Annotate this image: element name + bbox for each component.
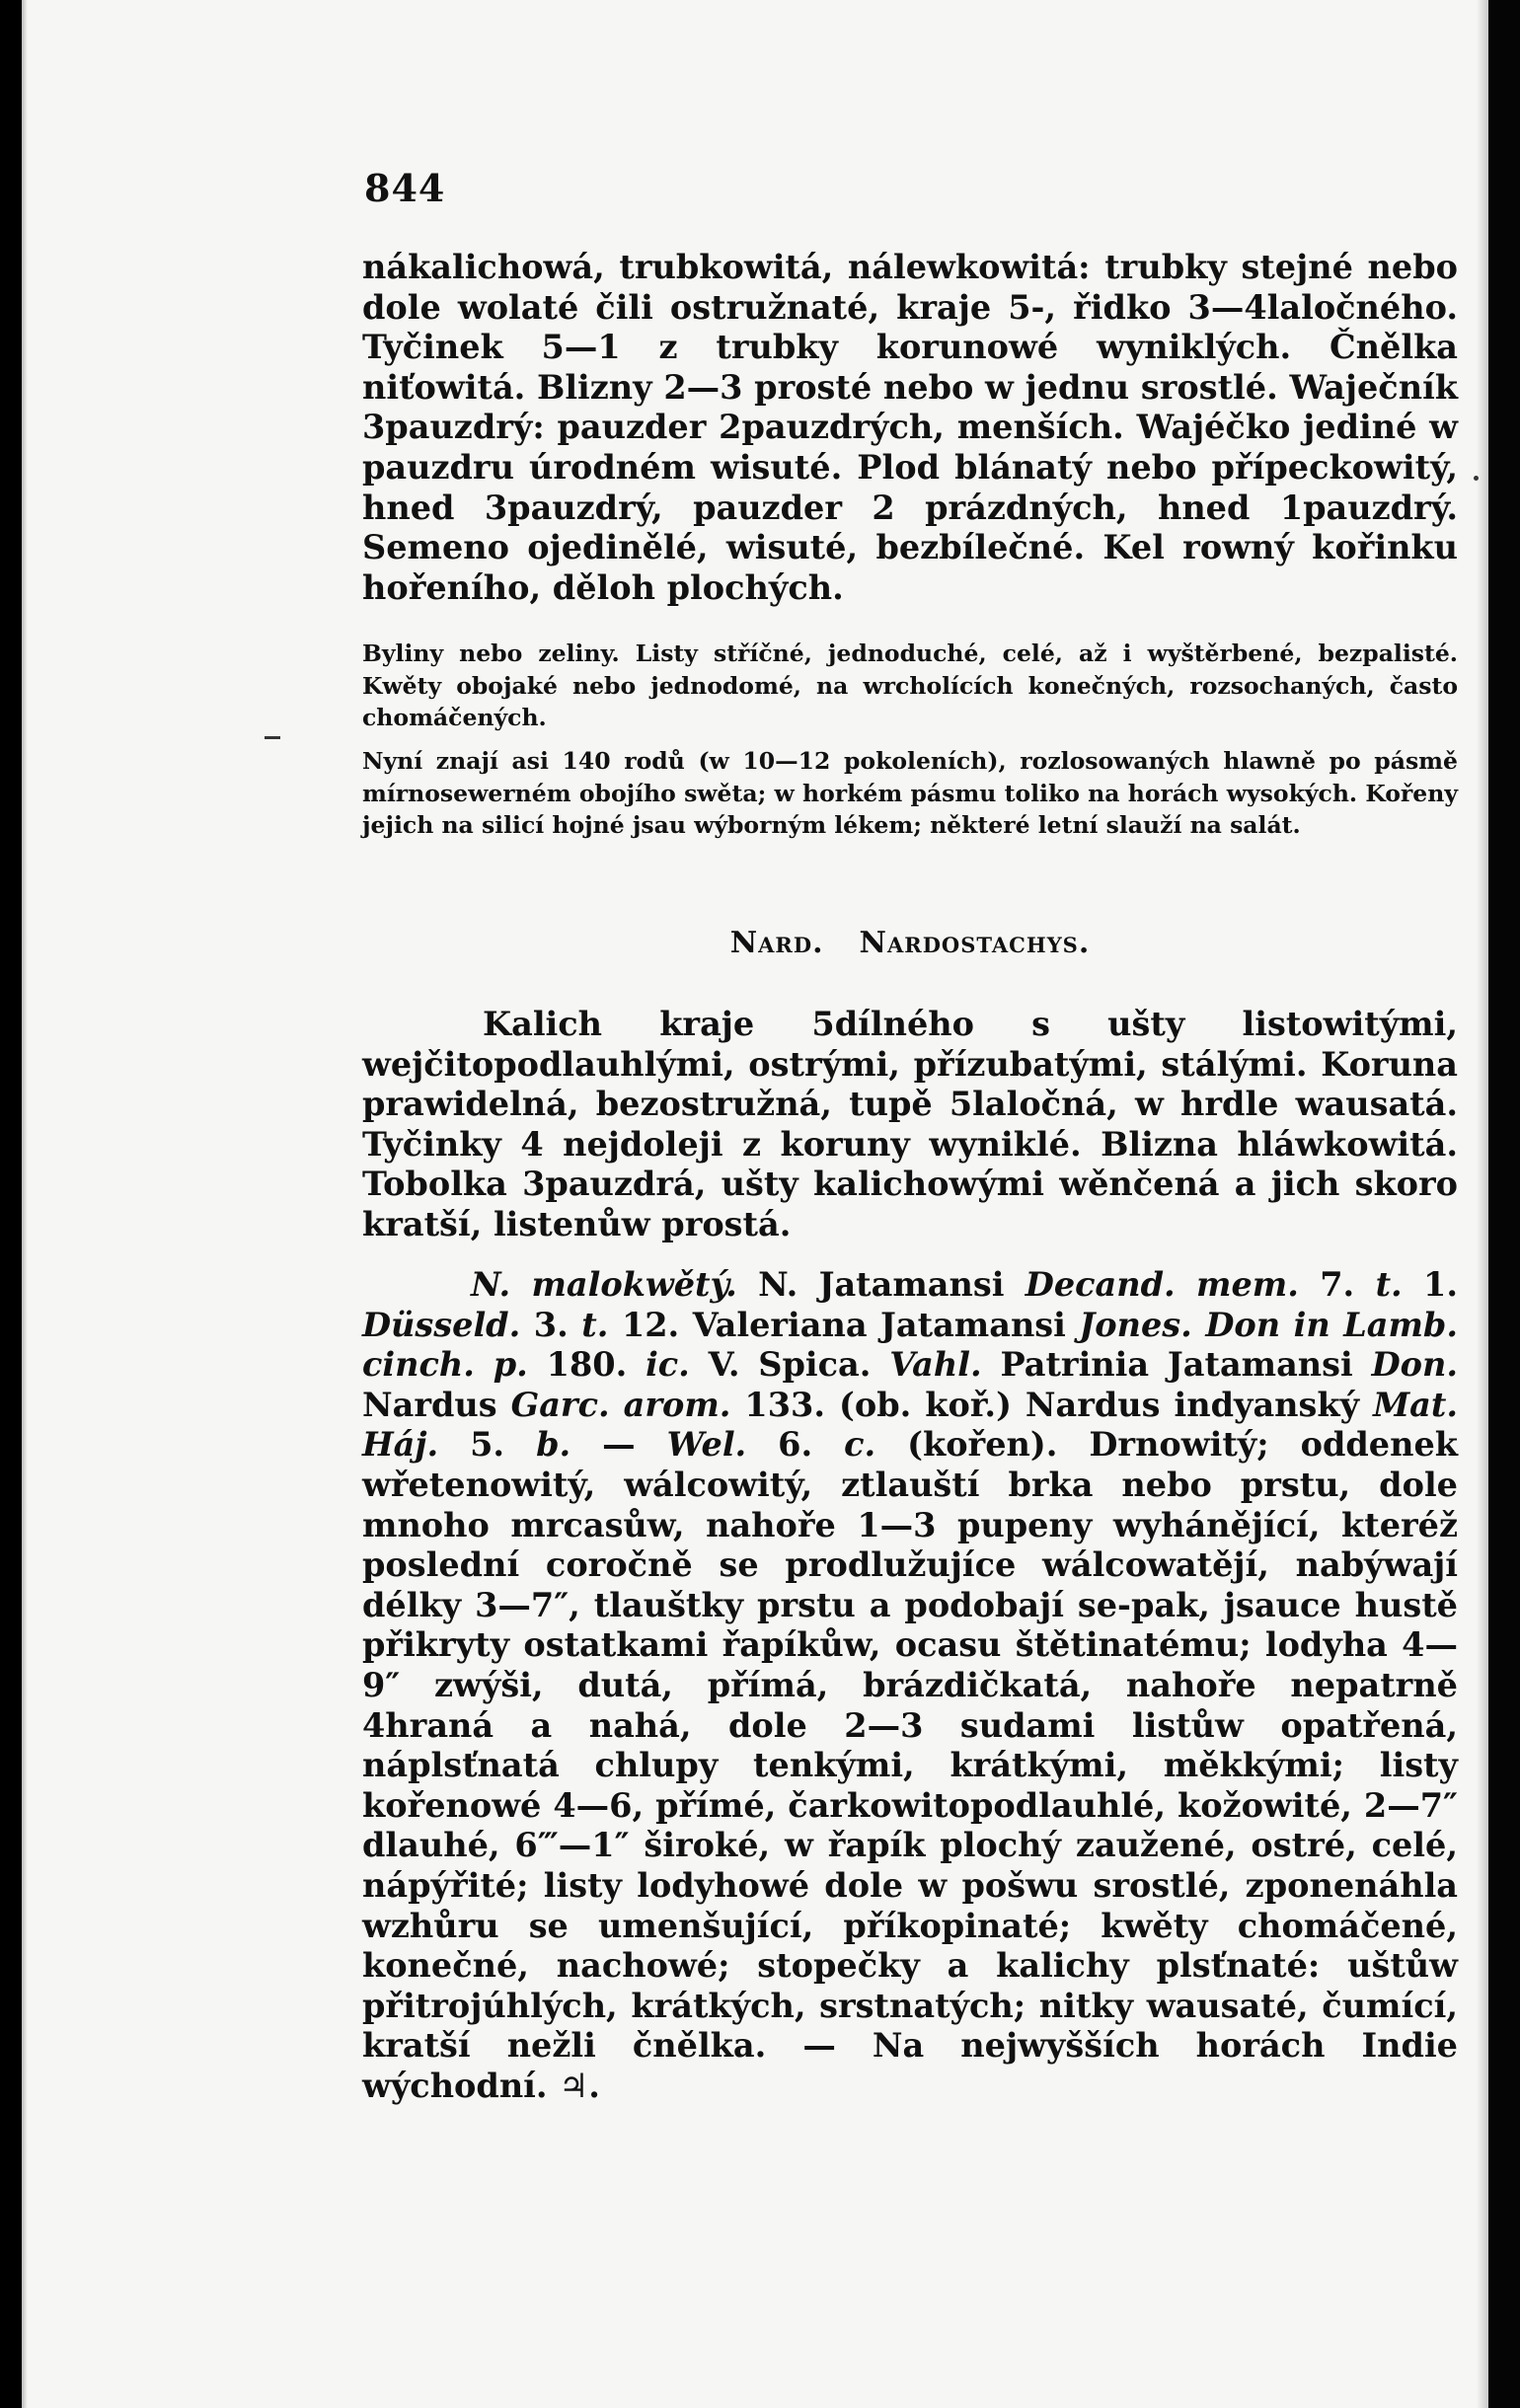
species-text: Nardus bbox=[362, 1385, 511, 1424]
genus-description: Kalich kraje 5dílného s ušty listowitými, wejčitopodlauhlými, ostrými, přízubatými, stálými. Koruna prawidelná, bezostružná, tupě 5laločná, w hrdle wausatá. Tyčinky 4 nejdoleji z koruny wyniklé. Blizna hláwkowitá. Tobolka 3pauzdrá, ušty kalichowými wěnčená a jich skoro kratší, listenůw prostá. bbox=[362, 1005, 1458, 1243]
species-text: V. Spica. bbox=[689, 1345, 890, 1385]
species-text: 6. bbox=[746, 1425, 845, 1465]
intro-paragraph: nákalichowá, trubkowitá, nálewkowitá: trubky stejné nebo dole wolaté čili ostružnaté, kraje 5-, řidko 3—4laločného. Tyčinek 5—1 z trubky korunowé wyniklých. Čnělka niťowitá. Blizny 2—3 prosté nebo w jednu srostlé. Waječník 3pauzdrý: pauzder 2pauzdrých, menších. Wajéčko jediné w pauzdru úrodném wisuté. Plod blánatý nebo přípeckowitý, hned 3pauzdrý, pauzder 2 prázdných, hned 1pauzdrý. Semeno ojedinělé, wisuté, bezbílečné. Kel rowný kořinku hořeního, děloh plochých. bbox=[362, 248, 1458, 607]
citation: ic. bbox=[646, 1345, 690, 1385]
species-text: 5. bbox=[438, 1425, 537, 1465]
citation: Jones. Don in Lamb. cinch. p. bbox=[362, 1305, 1458, 1385]
habit-note: Byliny nebo zeliny. Listy stříčné, jednoduché, celé, až i wyštěrbené, bezpalisté. Kwěty obojaké nebo jednodomé, na wrcholících konečných, rozsochaných, často chomáčených. bbox=[362, 640, 1458, 731]
scan-border bbox=[1488, 0, 1520, 2408]
genus-heading bbox=[362, 926, 1458, 960]
page-number: 844 bbox=[364, 166, 446, 210]
paper-right-edge bbox=[1477, 0, 1488, 2408]
citation: Düsseld. bbox=[362, 1305, 521, 1344]
citation: Decand. mem. bbox=[1025, 1265, 1299, 1304]
citation: Mat. Háj. bbox=[362, 1385, 1459, 1465]
margin-dot bbox=[1474, 476, 1479, 481]
species-text: (kořen). Drnowitý; oddenek wřetenowitý, wálcowitý, ztlauští brka nebo prstu, dole mnoho mrcasůw, nahoře 1—3 pupeny wyháněјící, kteréž poslední coročně se prodlužujíce wálcowatějí, nabýwají délky 3—7″, tlauštky prstu a podobají se-pak, jsauce hustě přikryty ostatkami řapíkůw, ocasu štětinatému; lodyha 4—9″ zwýši, dutá, přímá, brázdičkatá, nahoře nepatrně 4hraná a nahá, dole 2—3 sudami listůw opatřená, náplsťnatá chlupy tenkými, krátkými, měkkými; listy kořenowé 4—6, přímé, čarkowitopodlauhlé, kožowité, 2—7″ dlauhé, 6‴—1″ široké, w řapík plochý zaužené, ostré, celé, nápýřité; listy lodyhowé dole w pošwu srostlé, zponenáhla wzhůru se umenšující, příkopinaté; kwěty chomáčené, konečné, nachowé; stopečky a kalichy plsťnaté: uštůw přitrojúhlých, krátkých, srstnatých; nitky wausaté, čumící, kratší nežli čnělka. — Na nejwyšších horách Indie wýchodní. ♃. bbox=[362, 1425, 1458, 2105]
citation: t. bbox=[1375, 1265, 1403, 1304]
margin-mark bbox=[265, 736, 280, 739]
species-text: 133. (ob. koř.) Nardus indyanský bbox=[730, 1385, 1374, 1424]
citation: Vahl. bbox=[889, 1345, 982, 1385]
citation: t. bbox=[581, 1305, 609, 1344]
species-text: 1. bbox=[1402, 1265, 1459, 1304]
paper-left-edge bbox=[22, 0, 28, 2408]
species-text: Patrinia Jatamansi bbox=[981, 1345, 1372, 1385]
species-text: N. Jatamansi bbox=[736, 1265, 1026, 1304]
species-text: 180. bbox=[527, 1345, 646, 1385]
citation: Garc. arom. bbox=[510, 1385, 731, 1424]
species-entry bbox=[362, 1265, 1458, 2106]
species-text: — bbox=[570, 1425, 667, 1465]
species-text: 12. Valeriana Jatamansi bbox=[608, 1305, 1080, 1344]
species-name: N. malokwětý. bbox=[471, 1265, 737, 1304]
genus-name-czech: Nard. bbox=[729, 926, 824, 960]
citation: b. bbox=[536, 1425, 571, 1465]
citation: Wel. bbox=[666, 1425, 747, 1465]
citation: c. bbox=[844, 1425, 876, 1465]
genus-name-latin: Nardostachys. bbox=[859, 926, 1091, 960]
species-text: 3. bbox=[520, 1305, 582, 1344]
species-text: 7. bbox=[1298, 1265, 1376, 1304]
distribution-note: Nyní znají asi 140 rodů (w 10—12 pokoleních), rozlosowaných hlawně po pásmě mírnosewerném obojího swěta; w horkém pásmu toliko na horách wysokých. Kořeny jejich na silicí hojné jsau wýborným lékem; některé letní slauží na salát. bbox=[362, 747, 1458, 839]
citation: Don. bbox=[1371, 1345, 1458, 1385]
